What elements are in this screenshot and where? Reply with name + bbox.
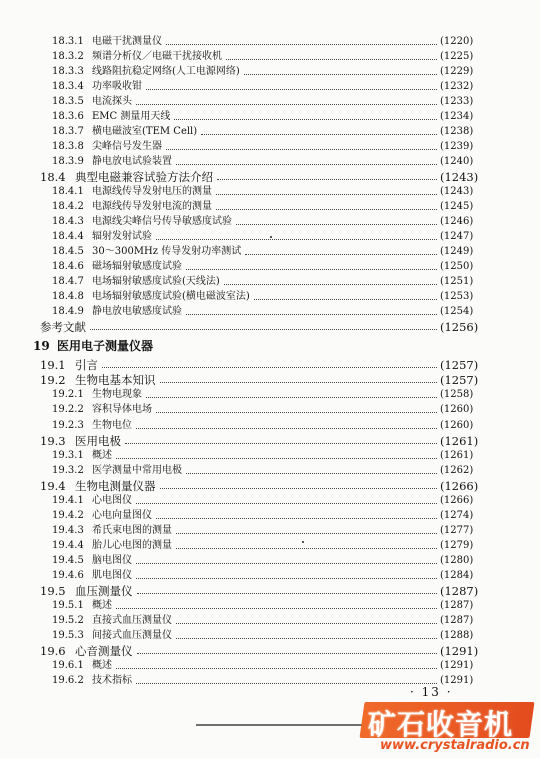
toc-entry [0,259,540,275]
toc-entry-number: 18.4.8 [52,291,84,303]
toc-dot-leader [137,649,437,654]
toc-entry [0,598,540,614]
toc-entry [0,94,540,110]
toc-entry [0,139,540,155]
toc-entry-title: 生物电基本知识 [75,373,156,388]
toc-entry-title: 辐射发射试验 [92,231,152,243]
toc-entry-number: 19.6.2 [52,674,84,686]
toc-entry-page: (1260) [440,419,474,431]
toc-entry-page: (1243) [440,186,474,198]
toc-entry-title: 概述 [92,659,112,671]
toc-entry-number: 19.4 [40,478,66,493]
toc-entry-page: (1243) [440,170,479,185]
toc-entry-title: 电流探头 [92,96,132,108]
toc-dot-leader [186,469,437,474]
toc-entry [0,184,540,200]
toc-entry-title: 引言 [75,358,98,373]
toc-dot-leader [245,250,437,255]
footer-rule [196,724,366,726]
toc-dot-leader [186,310,437,315]
toc-entry [0,658,540,674]
toc-dot-leader [146,393,437,398]
toc-entry-number: 19.1 [40,358,66,373]
toc-entry-page: (1225) [440,51,474,63]
toc-dot-leader [136,499,437,504]
toc-dot-leader [216,205,437,210]
toc-entry-page: (1257) [440,373,479,388]
toc-entry-title: 磁场辐射敏感度试验 [92,261,182,273]
toc-entry-title: 技术指标 [92,674,132,686]
toc-entry-title: 电源线传导发射电压的测量 [92,186,212,198]
toc-entry-title: 胎儿心电图的测量 [92,539,172,551]
toc-entry-page: (1258) [440,389,474,401]
toc-entry-page: (1245) [440,201,474,213]
toc-entry-page: (1291) [440,643,479,658]
toc-entry [0,613,540,629]
toc-entry-page: (1287) [440,614,474,626]
toc-entry-title: 概述 [92,449,112,461]
toc-entry-title: 电源线尖峰信号传导敏感度试验 [92,216,232,228]
toc-entry-page: (1279) [440,539,474,551]
toc-entry-title: 电源线传导发射电流的测量 [92,201,212,213]
toc-dot-leader [125,439,437,444]
toc-dot-leader [224,280,437,285]
toc-entry-title: 血压测量仪 [75,583,133,598]
toc-entry-number: 18.4.7 [52,276,84,288]
toc-entry-page: (1261) [440,449,474,461]
toc-entry [0,64,540,80]
toc-entry-page: (1253) [440,291,474,303]
toc-entry-page: (1288) [440,629,474,641]
toc-dot-leader [116,664,437,669]
toc-entry-title: 心电向量图仪 [92,509,152,521]
toc-entry-title: 典型电磁兼容试验方法介绍 [75,170,213,185]
toc-entry-number: 19.4.2 [52,509,84,521]
toc-entry [0,289,540,305]
toc-entry-page: (1232) [440,81,474,93]
toc-entry-page: (1287) [440,599,474,611]
toc-entry-title: 概述 [92,599,112,611]
toc-entry [0,304,540,320]
toc-entry [0,338,540,354]
toc-entry [0,49,540,65]
toc-entry-page: (1277) [440,524,474,536]
toc-entry-title: 横电磁波室(TEM Cell) [92,126,198,138]
toc-dot-leader [137,589,437,594]
toc-entry-page: (1220) [440,36,474,47]
toc-dot-leader [254,295,437,300]
toc-entry-number: 18.3.6 [52,111,84,123]
toc-entry [0,34,540,50]
toc-dot-leader [160,378,437,383]
toc-entry-title: 电场辐射敏感度试验(横电磁波室法) [92,291,250,303]
toc-dot-leader [136,679,437,684]
watermark-logo: 矿石收音机 [368,708,514,741]
toc-dot-leader [176,619,437,624]
toc-entry-title: 电场辐射敏感度试验(天线法) [92,276,220,288]
toc-entry-title: 参考文献 [40,320,86,335]
toc-entry-title: 医学测量中常用电极 [92,464,182,476]
toc-dot-leader [116,454,437,459]
toc-entry-number: 19.4.1 [52,494,84,506]
scan-speck [302,541,304,543]
toc-entry [0,553,540,569]
toc-entry-number: 19 [33,339,50,354]
toc-entry-number: 19.5 [40,583,66,598]
toc-entry-title: 心音测量仪 [75,643,133,658]
toc-entry-page: (1291) [440,659,474,671]
toc-entry-page: (1254) [440,306,474,318]
toc-dot-leader [166,40,437,45]
toc-entry [0,274,540,290]
toc-entry-title: 医用电子测量仪器 [57,339,154,354]
toc-entry-page: (1274) [440,509,474,521]
toc-entry-page: (1260) [440,404,474,416]
toc-entry-page: (1287) [440,583,479,598]
toc-entry-number: 19.3.1 [52,449,84,461]
toc-entry-title: 频谱分析仪／电磁干扰接收机 [92,51,222,63]
toc-dot-leader [116,604,437,609]
toc-entry-page: (1229) [440,66,474,78]
toc-entry-title: 电磁干扰测量仪 [92,36,162,47]
toc-entry-page: (1257) [440,358,479,373]
toc-dot-leader [156,408,437,413]
toc-entry-page: (1291) [440,674,474,686]
toc-entry-number: 18.3.8 [52,141,84,153]
toc-entry-number: 18.4.4 [52,231,84,243]
watermark-url: www.crystalradio.cn [380,738,530,753]
toc-entry-number: 19.2 [40,373,66,388]
toc-entry-number: 19.4.5 [52,554,84,566]
toc-entry-number: 19.5.3 [52,629,84,641]
toc-entry-title: 尖峰信号发生器 [92,141,162,153]
toc-entry-number: 18.4.2 [52,201,84,213]
toc-entry [0,402,540,418]
toc-entry [0,244,540,260]
toc-dot-leader [136,424,437,429]
toc-dot-leader [217,175,437,180]
toc-entry-title: 肌电图仪 [92,569,132,581]
toc-entry-page: (1284) [440,569,474,581]
toc-entry-page: (1261) [440,433,479,448]
toc-entry-title: 希氏束电图的测量 [92,524,172,536]
toc-entry-title: 间接式血压测量仪 [92,629,172,641]
toc-entry-page: (1266) [440,478,479,493]
toc-entry [0,372,540,388]
toc-entry [0,433,540,449]
toc-dot-leader [146,85,437,90]
toc-dot-leader [244,70,437,75]
toc-entry-title: 静电放电试验装置 [92,156,172,168]
toc-entry-number: 18.3.2 [52,51,84,63]
toc-entry [0,523,540,539]
toc-entry-number: 18.4.3 [52,216,84,228]
toc-entry [0,319,540,335]
toc-dot-leader [136,100,437,105]
toc-entry-number: 19.3 [40,433,66,448]
toc-dot-leader [201,130,437,135]
toc-dot-leader [176,529,437,534]
toc-entry-page: (1250) [440,261,474,273]
toc-entry [0,109,540,125]
toc-entry-number: 19.4.6 [52,569,84,581]
toc-entry-title: 功率吸收钳 [92,81,142,93]
toc-entry [0,463,540,479]
toc-dot-leader [186,265,437,270]
toc-entry-number: 18.3.9 [52,156,84,168]
toc-dot-leader [136,574,437,579]
toc-dot-leader [216,190,437,195]
toc-entry-title: 脑电图仪 [92,554,132,566]
toc-entry [0,199,540,215]
toc-dot-leader [160,484,437,489]
toc-entry-number: 19.6 [40,643,66,658]
toc-entry-number: 19.4.4 [52,539,84,551]
toc-dot-leader [176,544,437,549]
toc-entry [0,568,540,584]
toc-dot-leader [90,325,437,330]
toc-dot-leader [236,220,437,225]
toc-entry [0,643,540,659]
toc-entry-page: (1246) [440,216,474,228]
toc-entry-number: 18.4.5 [52,246,84,258]
toc-entry-page: (1240) [440,156,474,168]
toc-entry-number: 18.3.3 [52,66,84,78]
toc-entry-page: (1238) [440,126,474,138]
toc-entry-title: EMC 测量用天线 [92,111,171,123]
toc-entry-number: 18.3.7 [52,126,84,138]
toc-entry-title: 静电放电敏感度试验 [92,306,182,318]
toc-entry [0,214,540,230]
toc-entry-number: 19.4.3 [52,524,84,536]
toc-entry-number: 18.4.6 [52,261,84,273]
toc-dot-leader [166,145,437,150]
toc-entry [0,538,540,554]
toc-entry-page: (1251) [440,276,474,288]
toc-entry-number: 18.3.4 [52,81,84,93]
toc-entry-number: 19.5.2 [52,614,84,626]
toc-entry-title: 30～300MHz 传导发射功率测试 [92,246,242,258]
toc-entry-number: 19.5.1 [52,599,84,611]
toc-entry-page: (1234) [440,111,474,123]
toc-dot-leader [156,514,437,519]
toc-entry-number: 19.2.3 [52,419,84,431]
toc-entry [0,583,540,599]
toc-entry-page: (1239) [440,141,474,153]
toc-entry-page: (1233) [440,96,474,108]
toc-entry [0,448,540,464]
toc-entry-page: (1266) [440,494,474,506]
toc-entry-number: 18.3.5 [52,96,84,108]
toc-entry [0,508,540,524]
toc-entry [0,154,540,170]
toc-entry-number: 19.6.1 [52,659,84,671]
toc-entry-page: (1256) [440,320,479,335]
toc-entry [0,673,540,689]
toc-entry [0,124,540,140]
toc-entry [0,387,540,403]
toc-entry-number: 19.3.2 [52,464,84,476]
toc-entry-page: (1280) [440,554,474,566]
scan-speck [270,236,272,238]
toc-entry-title: 容积导体电场 [92,404,152,416]
toc-entry [0,357,540,373]
toc-dot-leader [136,559,437,564]
toc-dot-leader [156,235,437,240]
toc-entry [0,493,540,509]
toc-entry-page: (1249) [440,246,474,258]
toc-entry-page: (1262) [440,464,474,476]
toc-dot-leader [176,634,437,639]
toc-entry-title: 直接式血压测量仪 [92,614,172,626]
page-number: · 13 · [410,685,453,699]
toc-entry-title: 生物电位 [92,419,132,431]
toc-entry-number: 18.4.1 [52,186,84,198]
toc-entry-page: (1247) [440,231,474,243]
toc-entry-title: 线路阻抗稳定网络(人工电源网络) [92,66,240,78]
toc-entry-number: 18.4.9 [52,306,84,318]
toc-dot-leader [174,115,437,120]
toc-entry [0,418,540,434]
toc-entry [0,628,540,644]
toc-dot-leader [226,55,437,60]
toc-entry [0,169,540,185]
toc-entry-title: 生物电现象 [92,389,142,401]
toc-entry-number: 19.2.1 [52,389,84,401]
toc-entry-title: 生物电测量仪器 [75,478,156,493]
toc-entry [0,79,540,95]
toc-entry-number: 18.3.1 [52,36,84,47]
toc-dot-leader [102,363,437,368]
toc-entry [0,478,540,494]
toc-dot-leader [176,160,437,165]
toc-entry-title: 心电图仪 [92,494,132,506]
toc-entry-number: 18.4 [40,170,66,185]
toc-entry-number: 19.2.2 [52,404,84,416]
toc-entry-title: 医用电极 [75,433,121,448]
